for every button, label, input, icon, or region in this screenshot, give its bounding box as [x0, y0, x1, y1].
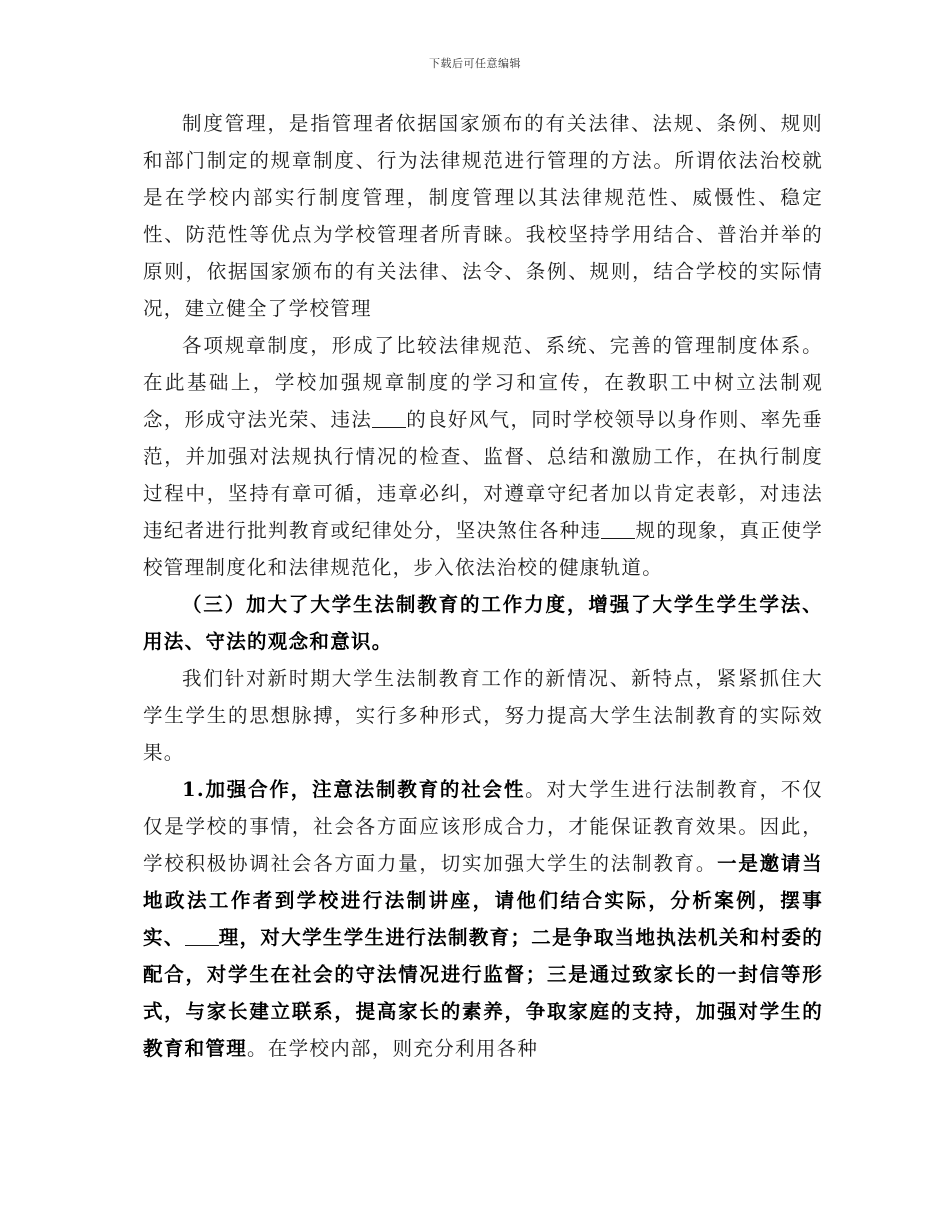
paragraph-text: 各项规章制度，形成了比较法律规范、系统、完善的管理制度体系。在此基础上，学校加强规章制度的学习和宣传，在教职工中树立法制观念，形成守法光荣、违法 — [143, 334, 823, 431]
bold-text: 理，对大学生学生进行法制教育；二是争取当地执法机关和村委的配合，对学生在社会的守法情况进行监督；三是通过致家长的一封信等形式，与家长建立联系，提高家长的素养，争取家庭的支持，加强对学生的教育和管理 — [143, 926, 823, 1060]
paragraph-text: 。对大学生进行法制教育，不仅仅是学校的事情，社会各方面应该形成合力，才能保证教育效果。因此，学校积极协调社会各方面力量，切实加强大学生的法制教育。 — [143, 778, 823, 875]
paragraph-rules-system — [143, 327, 823, 586]
paragraph-text: 。在学校内部，则充分利用各种 — [247, 1037, 539, 1060]
subheading-cooperation: 1.加强合作，注意法制教育的社会性 — [182, 778, 526, 801]
blank-underline — [372, 408, 406, 429]
paragraph-intro: 我们针对新时期大学生法制教育工作的新情况、新特点，紧紧抓住大学生学生的思想脉搏，实行多种形式，努力提高大学生法制教育的实际效果。 — [143, 667, 823, 764]
blank-underline — [185, 926, 219, 947]
page-header: 下载后可任意编辑 — [429, 57, 521, 70]
section-heading-three: （三）加大了大学生法制教育的工作力度，增强了大学生学生学法、用法、守法的观念和意识。 — [143, 593, 823, 653]
paragraph-text: 的良好风气，同时学校领导以身作则、率先垂范，并加强对法规执行情况的检查、监督、总结和激励工作，在执行制度过程中，坚持有章可循，违章必纠，对遵章守纪者加以肯定表彰，对违法违纪者进行批判教育或纪律处分，坚决煞住各种违 — [143, 408, 823, 542]
paragraph-institutional-management: 制度管理，是指管理者依据国家颁布的有关法律、法规、条例、规则和部门制定的规章制度、行为法律规范进行管理的方法。所谓依法治校就是在学校内部实行制度管理，制度管理以其法律规范性、威慑性、稳定性、防范性等优点为学校管理者所青睐。我校坚持学用结合、普治并举的原则，依据国家颁布的有关法律、法令、条例、规则，结合学校的实际情况，建立健全了学校管理 — [143, 112, 823, 320]
bold-text: 一是邀请当地政法工作者到学校进行法制讲座，请他们结合实际，分析案例，摆事实、 — [143, 852, 823, 949]
document-body — [143, 105, 823, 1067]
blank-underline — [601, 519, 635, 540]
paragraph-text: 规的现象，真正使学校管理制度化和法律规范化，步入依法治校的健康轨道。 — [143, 519, 823, 579]
paragraph-cooperation — [143, 771, 823, 1067]
